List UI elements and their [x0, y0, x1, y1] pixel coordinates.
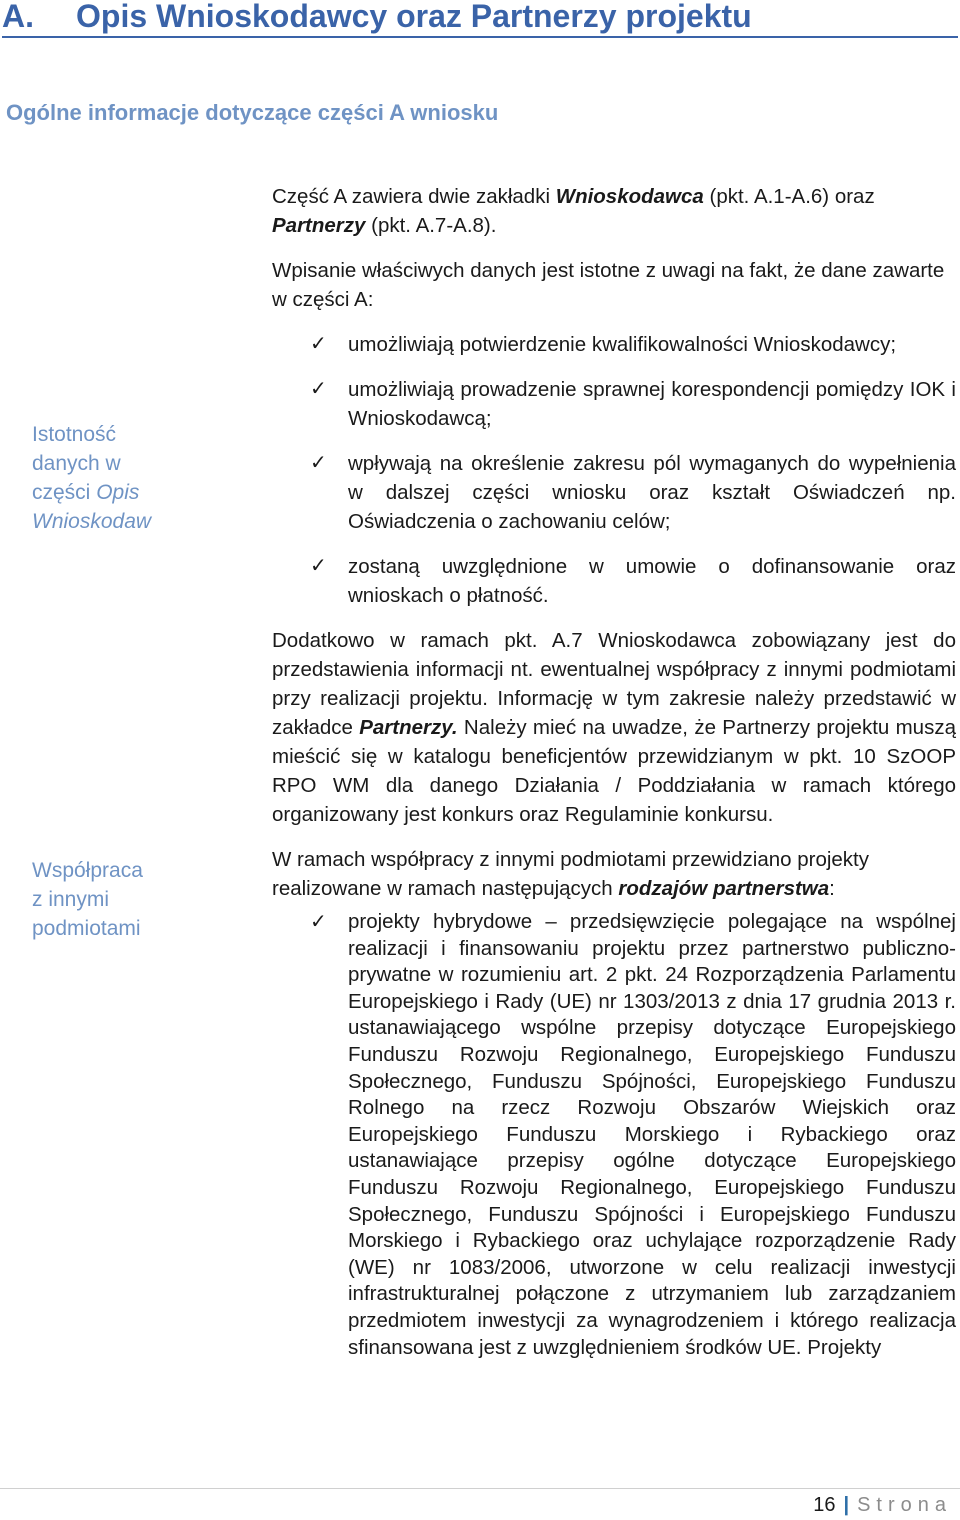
checkmark-icon: ✓ [310, 452, 327, 474]
paragraph-importance: Wpisanie właściwych danych jest istotne z uwagi na fakt, że dane zawarte w części A: [272, 259, 945, 311]
side-label-cooperation: Współpraca z innymi podmiotami [32, 859, 143, 940]
page-number: 16 [813, 1494, 836, 1516]
subheading: Ogólne informacje dotyczące części A wniosku [6, 100, 499, 125]
checkmark-icon: ✓ [310, 333, 327, 355]
footer-divider [0, 1488, 960, 1489]
checklist-partnership [272, 909, 956, 1361]
checklist-item: ✓ zostaną uwzględnione w umowie o dofinansowanie oraz wnioskach o płatność. [272, 552, 956, 610]
paragraph-intro: Część A zawiera dwie zakładki Wnioskodawca (pkt. A.1-A.6) oraz Partnerzy (pkt. A.7-A.8). [272, 185, 875, 237]
main-content [272, 182, 956, 1377]
checklist-importance [272, 330, 956, 610]
section-heading [2, 0, 958, 38]
section-number: A. [2, 0, 34, 34]
footer-separator: | [843, 1494, 850, 1516]
checkmark-icon: ✓ [310, 378, 327, 400]
section-title: Opis Wnioskodawcy oraz Partnerzy projektu [76, 0, 752, 34]
checklist-item: ✓ umożliwiają potwierdzenie kwalifikowalności Wnioskodawcy; [272, 330, 956, 359]
paragraph-partnership: W ramach współpracy z innymi podmiotami przewidziano projekty realizowane w ramach następujących rodzajów partnerstwa: [272, 848, 869, 900]
checkmark-icon: ✓ [310, 555, 327, 577]
checkmark-icon: ✓ [310, 911, 327, 933]
checklist-item: ✓ projekty hybrydowe – przedsięwzięcie polegające na wspólnej realizacji i finansowaniu projektu przez partnerstwo publiczno-prywatne w rozumieniu art. 2 pkt. 24 Rozporządzenia Parlamentu Europejskiego i Rady (UE) nr 1303/2013 z dnia 17 grudnia 2013 r. ustanawiającego wspólne przepisy dotyczące Europejskiego Funduszu Rozwoju Regionalnego, Europejskiego Funduszu Społecznego, Funduszu Spójności, Europejskiego Funduszu Rolnego na rzecz Rozwoju Obszarów Wiejskich oraz Europejskiego Funduszu Morskiego i Rybackiego oraz ustanawiające przepisy ogólne dotyczące Europejskiego Funduszu Rozwoju Regionalnego, Europejskiego Funduszu Społecznego, Funduszu Spójności i Europejskiego Funduszu Morskiego i Rybackiego oraz uchylające rozporządzenie Rady (WE) nr 1083/2006, utworzone w celu realizacji inwestycji infrastrukturalnej połączone z utrzymaniem lub zarządzaniem przedmiotem inwestycji za wynagrodzeniem i którego realizacja sfinansowana jest z uwzględnieniem środków UE. Projekty [310, 910, 956, 1359]
page-footer [813, 1494, 952, 1517]
checklist-item: ✓ wpływają na określenie zakresu pól wymaganych do wypełnienia w dalszej części wniosku oraz kształt Oświadczeń np. Oświadczenia o zachowaniu celów; [272, 449, 956, 536]
checklist-item: ✓ umożliwiają prowadzenie sprawnej korespondencji pomiędzy IOK i Wnioskodawcą; [272, 375, 956, 433]
footer-page-word: Strona [857, 1494, 952, 1516]
side-label-importance: Istotność danych w części Opis Wnioskodaw [32, 423, 152, 533]
paragraph-additional: Dodatkowo w ramach pkt. A.7 Wnioskodawca zobowiązany jest do przedstawienia informacji nt. ewentualnej współpracy z innymi podmiotami przy realizacji projektu. Informację w tym zakresie należy przedstawić w zakładce Partnerzy. Należy mieć na uwadze, że Partnerzy projektu muszą mieścić się w katalogu beneficjentów przewidzianym w pkt. 10 SzOOP RPO WM dla danego Działania / Poddziałania w ramach którego organizowany jest konkurs oraz Regulaminie konkursu. [272, 629, 956, 826]
